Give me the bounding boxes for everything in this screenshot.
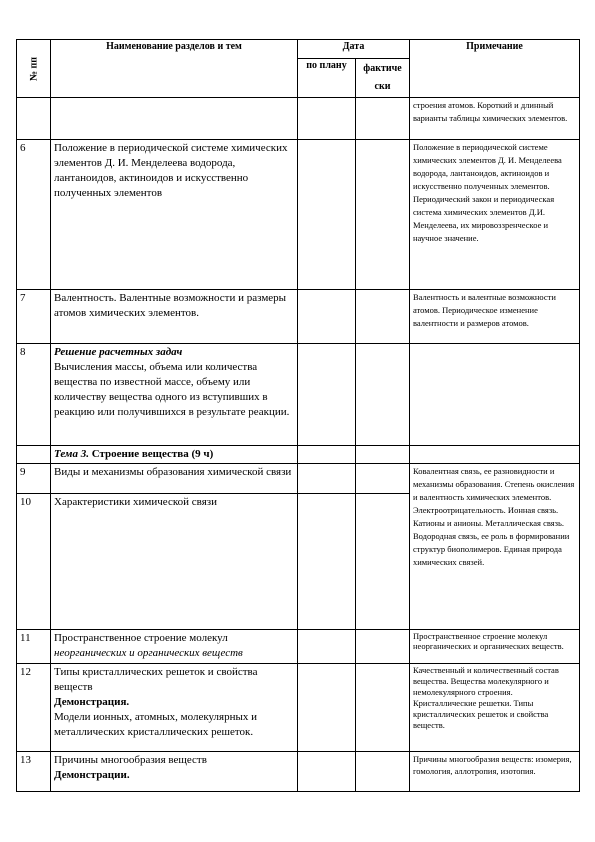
row-num-cell xyxy=(17,446,51,464)
row-fact-cell xyxy=(356,752,410,792)
row-fact-cell xyxy=(356,290,410,344)
row-plan-cell xyxy=(298,344,356,446)
row-name-cell xyxy=(51,344,298,446)
row-name-cell xyxy=(51,98,298,140)
row-note: Ковалентная связь, ее разновидности и механизмы образования. Степень окисления и валентность химических элементов. Электроотрицательность. Ионная связь. Катионы и анионы. Металлическая связь. Водородная связь, ее роль в формировании структур биополимеров. Единая природа химических связей. xyxy=(410,464,580,630)
theme-label: Тема 3. xyxy=(54,448,89,460)
row-note: строения атомов. Короткий и длинный варианты таблицы химических элементов. xyxy=(410,98,580,140)
table-row xyxy=(17,464,580,494)
row-num: 8 xyxy=(17,344,51,446)
row-note: Валентность и валентные возможности атомов. Периодическое изменение валентности и размеров атомов. xyxy=(410,290,580,344)
row-plan-cell xyxy=(298,630,356,664)
header-note: Примечание xyxy=(410,40,580,98)
row-plan-cell xyxy=(298,290,356,344)
row-name: Виды и механизмы образования химической связи xyxy=(51,464,298,494)
row-name: Валентность. Валентные возможности и размеры атомов химических элементов. xyxy=(51,290,298,344)
row-fact-cell xyxy=(356,344,410,446)
row-plan-cell xyxy=(298,464,356,494)
table-row xyxy=(17,344,580,446)
row-num: 10 xyxy=(17,494,51,630)
header-plan: по плану xyxy=(298,59,356,98)
header-name: Наименование разделов и тем xyxy=(51,40,298,98)
row-fact-cell xyxy=(356,464,410,494)
row-plan-cell xyxy=(298,664,356,752)
table-row xyxy=(17,752,580,792)
row-name: Положение в периодической системе химических элементов Д. И. Менделеева водорода, лантаноидов, актиноидов и искусственно полученных элементов xyxy=(51,140,298,290)
row-subtitle: Решение расчетных задач xyxy=(54,346,183,358)
row-note: Положение в периодической системе химических элементов Д. И. Менделеева водорода, лантаноидов, актиноидов и искусственно полученных элементов. Периодический закон и периодическая система химических элементов Д.И. Менделеева, их мировоззренческое и научное значение. xyxy=(410,140,580,290)
row-num: 13 xyxy=(17,752,51,792)
header-date: Дата xyxy=(298,40,410,59)
row-note: Качественный и количественный состав вещества. Вещества молекулярного и немолекулярного строения. Кристаллические решетки. Типы кристаллических решеток и свойства веществ. xyxy=(410,664,580,752)
table-row xyxy=(17,630,580,664)
row-num: 11 xyxy=(17,630,51,664)
row-num: 9 xyxy=(17,464,51,494)
row-plan-cell xyxy=(298,752,356,792)
row-fact-cell xyxy=(356,630,410,664)
row-plan-cell xyxy=(298,98,356,140)
row-num: 7 xyxy=(17,290,51,344)
header-row xyxy=(17,40,580,59)
lesson-plan-table xyxy=(16,39,580,792)
row-name-italic: неорганических и органических веществ xyxy=(54,647,243,659)
row-num: 12 xyxy=(17,664,51,752)
row-plan-cell xyxy=(298,494,356,630)
table-row xyxy=(17,140,580,290)
row-demo: Демонстрации. xyxy=(54,769,130,781)
row-fact-cell xyxy=(356,98,410,140)
row-fact-cell xyxy=(356,140,410,290)
header-fact: фактиче ски xyxy=(356,59,410,98)
row-name: Причины многообразия веществ xyxy=(54,754,207,766)
theme-cell xyxy=(51,446,298,464)
row-fact-cell xyxy=(356,446,410,464)
table-row xyxy=(17,98,580,140)
row-plan-cell xyxy=(298,140,356,290)
row-fact-cell xyxy=(356,664,410,752)
row-note-cell xyxy=(410,446,580,464)
row-note-cell xyxy=(410,344,580,446)
row-plan-cell xyxy=(298,446,356,464)
row-name: Вычисления массы, объема или количества вещества по известной массе, объему или количеству вещества одного из вступивших в реакцию или получившихся в результате реакции. xyxy=(54,361,290,418)
header-num-cell xyxy=(17,40,51,98)
row-name-cell xyxy=(51,752,298,792)
table-row xyxy=(17,290,580,344)
row-num: 6 xyxy=(17,140,51,290)
theme-row xyxy=(17,446,580,464)
row-note: Пространственное строение молекул неорганических и органических веществ. xyxy=(410,630,580,664)
row-name: Характеристики химической связи xyxy=(51,494,298,630)
row-demo: Демонстрация. xyxy=(54,696,130,708)
row-note: Причины многообразия веществ: изомерия, гомология, аллотропия, изотопия. xyxy=(410,752,580,792)
theme-title: Строение вещества (9 ч) xyxy=(91,448,214,460)
header-num: № пп xyxy=(28,56,39,81)
row-name: Пространственное строение молекул xyxy=(54,632,228,644)
row-name-cell xyxy=(51,630,298,664)
row-name-cell xyxy=(51,664,298,752)
table-row xyxy=(17,664,580,752)
row-name: Типы кристаллических решеток и свойства веществ xyxy=(54,666,258,693)
row-fact-cell xyxy=(356,494,410,630)
row-num-cell xyxy=(17,98,51,140)
row-demo-text: Модели ионных, атомных, молекулярных и металлических кристаллических решеток. xyxy=(54,711,257,738)
